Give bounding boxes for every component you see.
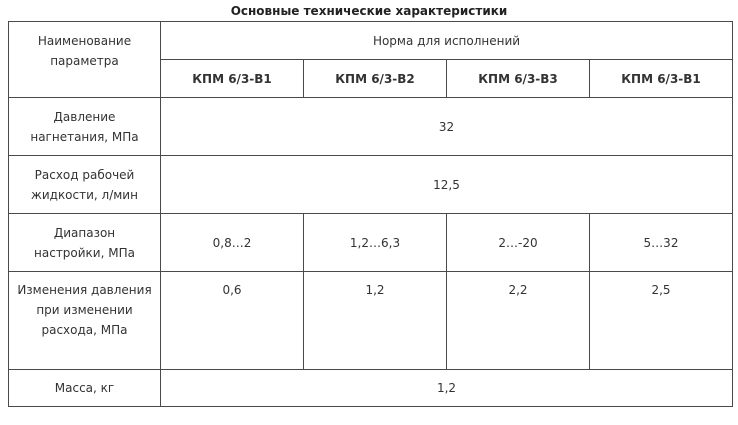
header-version-1: КПМ 6/3-В1: [161, 60, 304, 98]
header-version-2: КПМ 6/3-В2: [304, 60, 447, 98]
header-version-4: КПМ 6/3-В1: [590, 60, 733, 98]
row-value-pressure: 32: [161, 98, 733, 156]
header-norm-for-versions: Норма для исполнений: [161, 22, 733, 60]
cell-pressure-change-v1: 0,6: [161, 272, 304, 370]
cell-setting-range-v3: 2…-20: [447, 214, 590, 272]
table-row-flow-rate: [9, 156, 733, 214]
cell-setting-range-v1: 0,8…2: [161, 214, 304, 272]
cell-pressure-change-v3: 2,2: [447, 272, 590, 370]
table-row-pressure-change: [9, 272, 733, 370]
table-caption: Основные технические характеристики: [230, 4, 508, 18]
cell-pressure-change-v2: 1,2: [304, 272, 447, 370]
row-name-flow-rate: Расход рабочей жидкости, л/мин: [9, 156, 161, 214]
header-version-3: КПМ 6/3-В3: [447, 60, 590, 98]
table-header-row: [9, 22, 733, 60]
cell-setting-range-v2: 1,2…6,3: [304, 214, 447, 272]
specifications-table: [8, 21, 733, 407]
cell-setting-range-v4: 5…32: [590, 214, 733, 272]
row-name-pressure: Давление нагнетания, МПа: [9, 98, 161, 156]
header-parameter-name: Наименование параметра: [9, 22, 161, 98]
row-name-pressure-change: Изменения давления при изменении расхода, МПа: [9, 272, 161, 370]
row-value-mass: 1,2: [161, 370, 733, 407]
row-name-mass: Масса, кг: [9, 370, 161, 407]
cell-pressure-change-v4: 2,5: [590, 272, 733, 370]
table-row-mass: [9, 370, 733, 407]
row-name-setting-range: Диапазон настройки, МПа: [9, 214, 161, 272]
table-row-pressure: [9, 98, 733, 156]
table-row-setting-range: [9, 214, 733, 272]
row-value-flow-rate: 12,5: [161, 156, 733, 214]
